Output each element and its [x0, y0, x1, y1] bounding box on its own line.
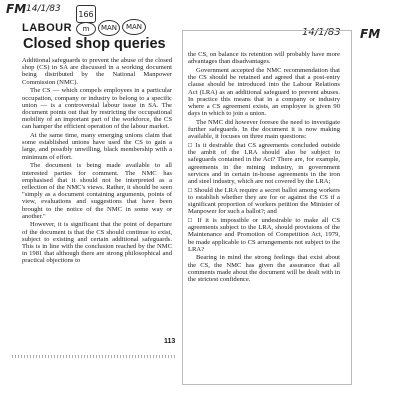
- section-label: LABOUR: [22, 22, 73, 34]
- scan-speckle: [12, 355, 177, 358]
- left-paragraph: At the same time, many emerging unions claim that some established unions have used the CS to gain a large, and possibly unwilling, black membership with a minimum of effort.: [22, 132, 172, 161]
- circled-mark-1: m: [76, 22, 96, 36]
- right-paragraph: the CS, on balance its retention will probably have more advantages than disadvantages.: [188, 51, 340, 66]
- headline: Closed shop queries: [23, 36, 166, 52]
- right-column: [188, 51, 340, 285]
- left-column: [22, 57, 172, 266]
- left-paragraph: Additional safeguards to prevent the abuse of the closed shop (CS) in SA are discussed in a working document being distributed by the National Manpower Commission (NMC).: [22, 57, 172, 86]
- handwritten-box-number: 166: [76, 5, 96, 23]
- handwritten-date-right: 14/1/83: [302, 27, 341, 38]
- handwritten-fm-right: FM: [360, 27, 381, 41]
- right-paragraph: The NMC did however foresee the need to investigate further safeguards. In the document it is now making available, it focuses on three main questions:: [188, 118, 340, 141]
- handwritten-fm-left: FM: [6, 2, 27, 16]
- right-paragraph: Government accepted the NMC recommendation that the CS should be retained and agreed that a post-entry clause should be introduced into the Labour Relations Act (LRA) as an additional safeguard to prevent abuses. In practice this means that in a company or industry where a CS agreement exists, an employee is given 90 days in which to join a union.: [188, 66, 340, 118]
- right-paragraph: □ Is it desirable that CS agreements concluded outside the ambit of the LRA should also be subject to safeguards contained in the Act? There are, for example, agreements in the mining industry, in government services and in certain in-house agreements in the iron and steel industry, which are not covered by the LRA;: [188, 141, 340, 185]
- right-paragraph: □ Should the LRA require a secret ballot among workers to establish whether they are for or against the CS if a significant proportion of workers petition the Minister of Manpower for such a ballot?; and: [188, 186, 340, 216]
- right-paragraph: □ If it is impossible or undesirable to make all CS agreements subject to the LRA, should provisions of the Maintenance and Promotion of Competition Act, 1979, be made applicable to CS arrangements not subject to the LRA?: [188, 216, 340, 253]
- page-number: 113: [164, 338, 176, 345]
- handwritten-date-left: 14/1/83: [26, 4, 61, 14]
- circled-mark-2: MAN: [98, 20, 120, 36]
- left-paragraph: The CS — which compels employees in a particular occupation, company or industry to belong to a specific union — is a controversial labour issue in SA. The document points out that by restricting the occupational mobility of an important part of the workforce, the CS can hamper the efficient operation of the labour market.: [22, 87, 172, 131]
- left-paragraph: The document is being made available to all interested parties for comment. The NMC has emphasised that it should not be interpreted as a reflection of the NMC's views. Rather, it should be seen "simply as a document containing arguments, points of view, evaluations and suggestions that have been brought to the notice of the NMC in some way or another.": [22, 162, 172, 220]
- left-paragraph: However, it is significant that the point of departure of the document is that the CS should continue to exist, subject to existing and certain additional safeguards. This is in line with the conclusion reached by the NMC in 1981 that although there are strong philosophical and practical objections to: [22, 221, 172, 265]
- circled-mark-3: MAN: [122, 19, 146, 35]
- right-paragraph: Bearing in mind the strong feelings that exist about the CS, the NMC has given the assurance that all comments made about the document will be dealt with in the strictest confidence.: [188, 254, 340, 284]
